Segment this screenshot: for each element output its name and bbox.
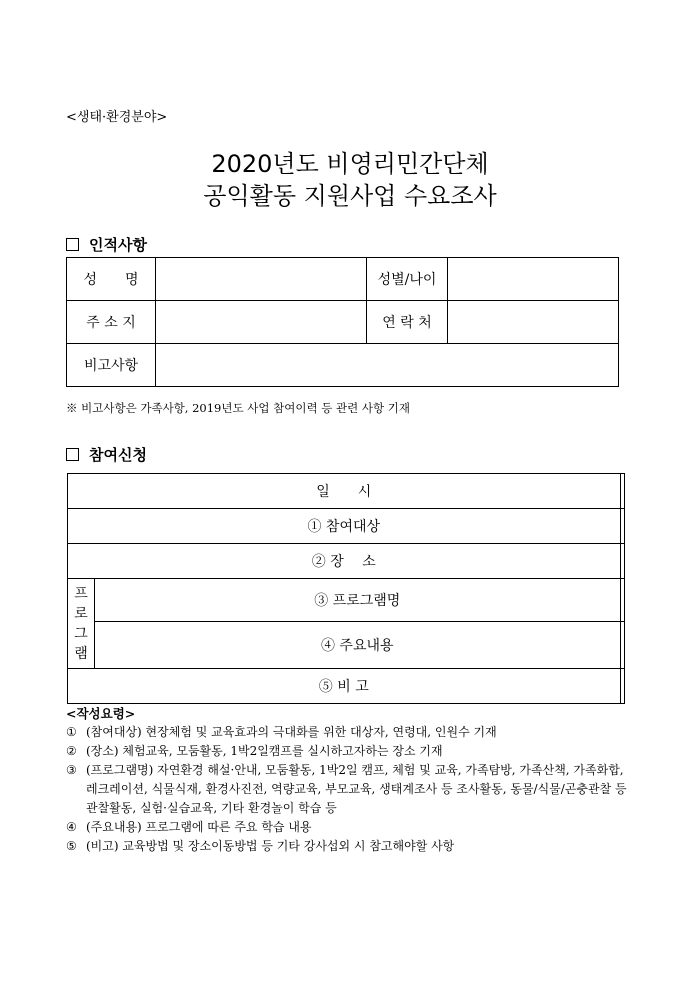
place-field[interactable] <box>620 544 624 579</box>
list-item <box>66 723 636 742</box>
list-item-marker: ① <box>66 725 77 739</box>
category-label: <생태·환경분야> <box>66 110 168 125</box>
program-char: 램 <box>74 645 88 662</box>
label-main-content: ④ 주요내용 <box>95 622 621 669</box>
name-field[interactable] <box>156 258 367 301</box>
table-row <box>68 622 625 669</box>
list-item <box>66 761 636 818</box>
program-char: 로 <box>74 605 88 622</box>
list-item <box>66 837 636 856</box>
section-personal-info <box>66 234 147 255</box>
section-participation-label: 참여신청 <box>89 446 147 464</box>
title-line-1: 2020년도 비영리민간단체 <box>211 150 489 178</box>
table-row <box>68 509 625 544</box>
label-remark: ⑤ 비 고 <box>68 669 621 704</box>
list-item-text: (장소) 체험교육, 모둠활동, 1박2일캠프를 실시하고자하는 장소 기재 <box>86 744 443 758</box>
table-row <box>67 344 619 387</box>
label-place: ② 장 소 <box>68 544 621 579</box>
label-date: 일 시 <box>68 474 621 509</box>
table-row <box>68 579 625 622</box>
table-row <box>67 258 619 301</box>
table-row <box>68 544 625 579</box>
label-contact: 연 락 처 <box>367 301 448 344</box>
list-item-text: (참여대상) 현장체험 및 교육효과의 극대화를 위한 대상자, 연령대, 인원수 기재 <box>86 725 497 739</box>
list-item-text: (비고) 교육방법 및 장소이동방법 등 기타 강사섭외 시 참고해야할 사항 <box>86 839 455 853</box>
personal-info-table <box>66 257 619 387</box>
label-remarks: 비고사항 <box>67 344 156 387</box>
list-item <box>66 742 636 761</box>
table-row <box>68 474 625 509</box>
target-field[interactable] <box>620 509 624 544</box>
label-address: 주 소 지 <box>67 301 156 344</box>
guide-title: <작성요령> <box>66 706 136 721</box>
main-content-field[interactable] <box>620 622 624 669</box>
list-item-marker: ④ <box>66 820 77 834</box>
program-vertical-label <box>68 579 95 669</box>
label-name: 성 명 <box>67 258 156 301</box>
section-personal-info-label: 인적사항 <box>89 236 147 254</box>
gender-age-field[interactable] <box>448 258 619 301</box>
label-program-name: ③ 프로그램명 <box>95 579 621 622</box>
guide-list <box>66 723 636 856</box>
remarks-note: ※ 비고사항은 가족사항, 2019년도 사업 참여이력 등 관련 사항 기재 <box>66 401 410 415</box>
section-participation <box>66 444 147 465</box>
list-item-text: (주요내용) 프로그램에 따른 주요 학습 내용 <box>86 820 312 834</box>
checkbox-square-icon <box>66 238 79 251</box>
title-line-2: 공익활동 지원사업 수요조사 <box>203 182 497 210</box>
list-item-marker: ③ <box>66 763 77 777</box>
list-item-text: (프로그램명) 자연환경 해설·안내, 모둠활동, 1박2일 캠프, 체험 및 교육, 가족탐방, 가족산책, 가족화합, 레크레이션, 식물식재, 환경사진전, 역량교육, 부모교육, 생태계조사 등 조사활동, 동물/식물/곤충관찰 등 관찰활동, 실험·실습교육, 기타 환경놀이 학습 등 <box>86 763 627 815</box>
list-item <box>66 818 636 837</box>
checkbox-square-icon <box>66 448 79 461</box>
contact-field[interactable] <box>448 301 619 344</box>
remarks-field[interactable] <box>156 344 619 387</box>
list-item-marker: ② <box>66 744 77 758</box>
date-field[interactable] <box>620 474 624 509</box>
program-char: 그 <box>74 625 88 642</box>
label-target: ① 참여대상 <box>68 509 621 544</box>
program-name-field[interactable] <box>620 579 624 622</box>
participation-table <box>67 473 625 704</box>
remark-field[interactable] <box>620 669 624 704</box>
table-row <box>68 669 625 704</box>
label-gender-age: 성별/나이 <box>367 258 448 301</box>
list-item-marker: ⑤ <box>66 839 77 853</box>
table-row <box>67 301 619 344</box>
address-field[interactable] <box>156 301 367 344</box>
program-char: 프 <box>74 585 88 602</box>
